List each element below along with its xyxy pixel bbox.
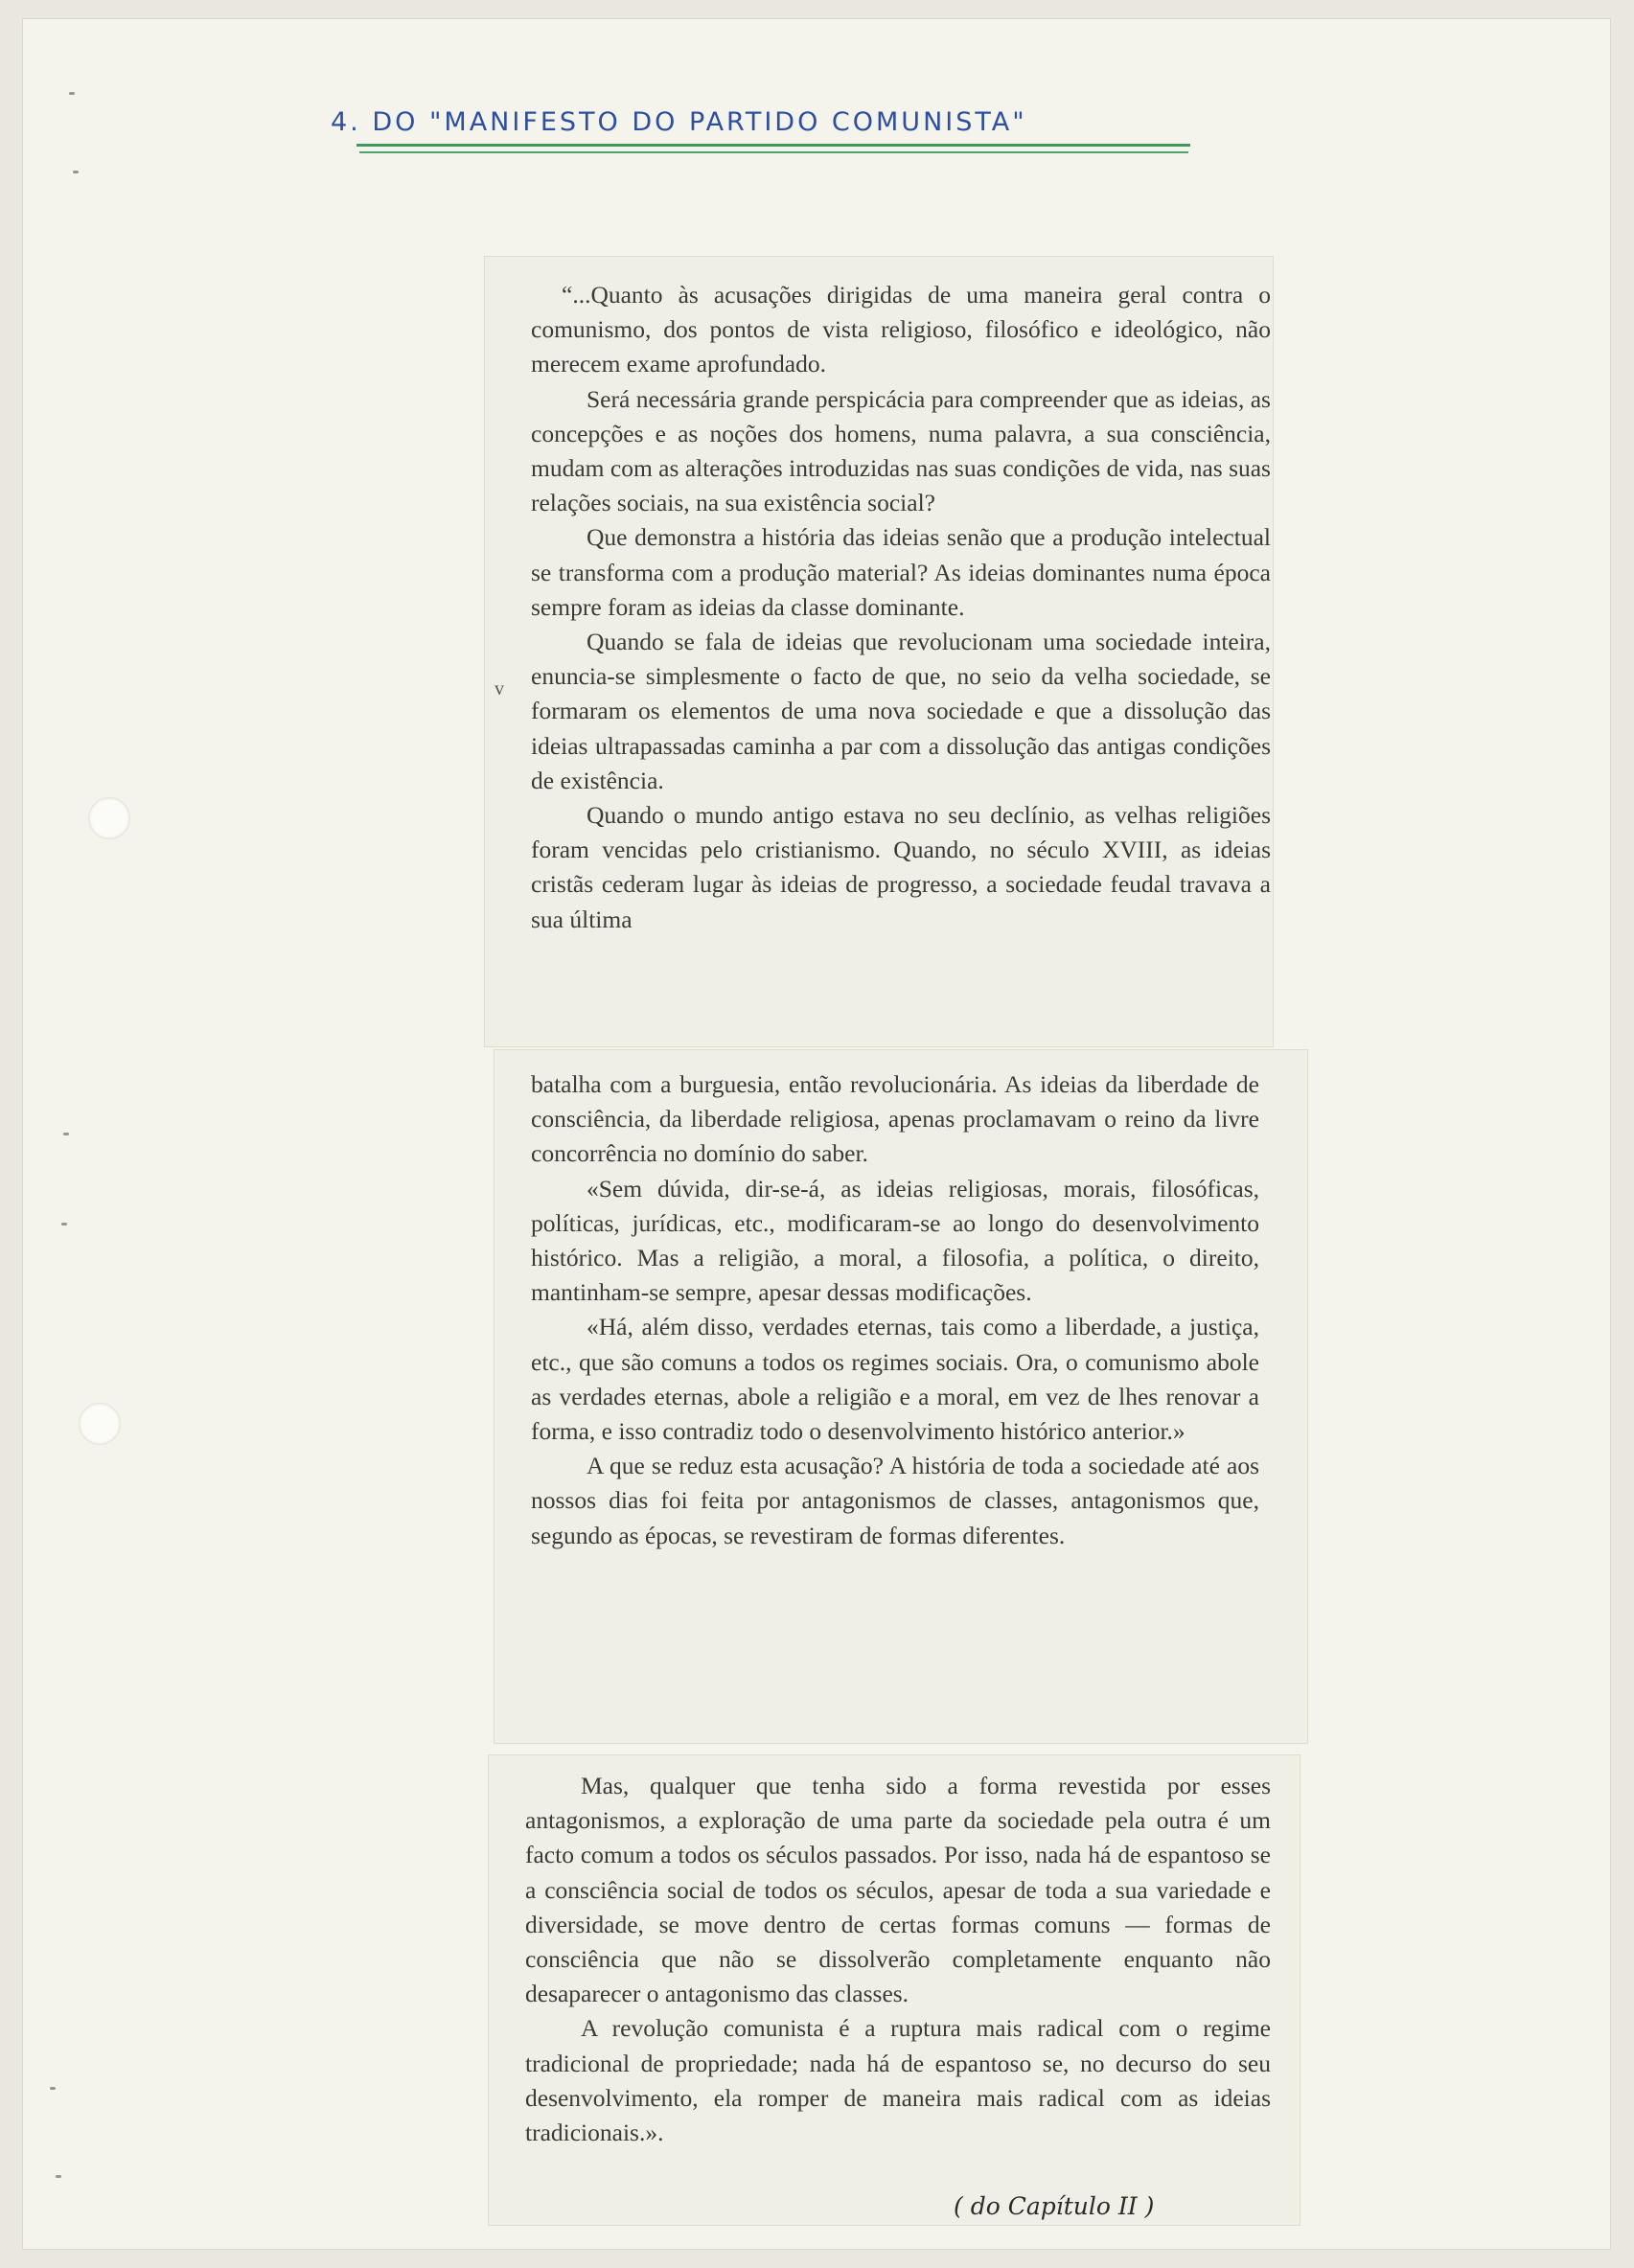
paragraph: A que se reduz esta acusação? A história de toda a sociedade até aos nossos dias foi feita por antagonismos de classes, antagonismos que, segundo as épocas, se revestiram de formas diferentes. (531, 1452, 1259, 1549)
margin-speck (56, 2175, 61, 2178)
newspaper-clipping-3 (489, 1755, 1300, 2225)
margin-mark: v (495, 678, 504, 699)
paragraph: Quando se fala de ideias que revolucionam uma sociedade inteira, enuncia-se simplesmente o facto de que, no seio da velha sociedade, se formaram os elementos de uma nova sociedade e que a dissolução das ideias ultrapassadas caminha a par com a dissolução das antigas condições de existência. (531, 628, 1271, 794)
newspaper-clipping-2 (495, 1050, 1307, 1743)
heading-underline (357, 144, 1190, 147)
handwritten-annotation: ( do Capítulo II ) (954, 2192, 1155, 2220)
paragraph: A revolução comunista é a ruptura mais radical com o regime tradicional de propriedade; nada há de espantoso se, no decurso do seu desenvolvimento, ela romper de maneira mais radical com as ideias tradicionais.». (525, 2014, 1271, 2147)
paragraph: “...Quanto às acusações dirigidas de uma maneira geral contra o comunismo, dos pontos de vista religioso, filosófico e ideológico, não merecem exame aprofundado. (531, 281, 1271, 378)
heading-number: 4. (331, 107, 361, 137)
newspaper-clipping-1 (485, 257, 1273, 1046)
paragraph: Será necessária grande perspicácia para compreender que as ideias, as concepções e as noções dos homens, numa palavra, a sua consciência, mudam com as alterações introduzidas nas suas condições de vida, nas suas relações sociais, na sua existência social? (531, 384, 1271, 517)
margin-speck (73, 171, 79, 173)
margin-speck (69, 92, 75, 95)
paragraph: Que demonstra a história das ideias senão que a produção intelectual se transforma com a produção material? As ideias dominantes numa época sempre foram as ideias da classe dominante. (531, 523, 1271, 621)
paragraph: «Sem dúvida, dir-se-á, as ideias religiosas, morais, filosóficas, políticas, jurídicas, etc., modificaram-se ao longo do desenvolvimento histórico. Mas a religião, a moral, a filosofia, a política, o direito, mantinham-se sempre, apesar dessas modificações. (531, 1174, 1259, 1307)
handwritten-heading (331, 107, 1212, 146)
margin-speck (63, 1133, 69, 1135)
paragraph: Mas, qualquer que tenha sido a forma revestida por esses antagonismos, a exploração de uma parte da sociedade pela outra é um facto comum a todos os séculos passados. Por isso, nada há de espantoso se a consciência social de todos os séculos, apesar de toda a sua variedade e diversidade, se move dentro de certas formas comuns — formas de consciência que não se dissolverão completamente enquanto não desaparecer o antagonismo das classes. (525, 1772, 1271, 2008)
margin-speck (50, 2087, 56, 2090)
punch-hole-bottom (79, 1403, 121, 1445)
margin-speck (61, 1223, 67, 1226)
paragraph: «Há, além disso, verdades eternas, tais como a liberdade, a justiça, etc., que são comuns a todos os regimes sociais. Ora, o comunismo abole as verdades eternas, abole a religião e a moral, em vez de lhes renovar a forma, e isso contradiz todo o desenvolvimento histórico anterior.» (531, 1313, 1259, 1446)
paragraph: batalha com a burguesia, então revolucionária. As ideias da liberdade de consciência, da liberdade religiosa, apenas proclamavam o reino da livre concorrência no domínio do saber. (531, 1070, 1259, 1168)
paragraph: Quando o mundo antigo estava no seu declínio, as velhas religiões foram vencidas pelo cristianismo. Quando, no século XVIII, as ideias cristãs cederam lugar às ideias de progresso, a sociedade feudal travava a sua última (531, 801, 1271, 933)
heading-underline-second (359, 151, 1188, 153)
heading-text: DO "MANIFESTO DO PARTIDO COMUNISTA" (372, 107, 1027, 137)
punch-hole-top (88, 797, 130, 839)
